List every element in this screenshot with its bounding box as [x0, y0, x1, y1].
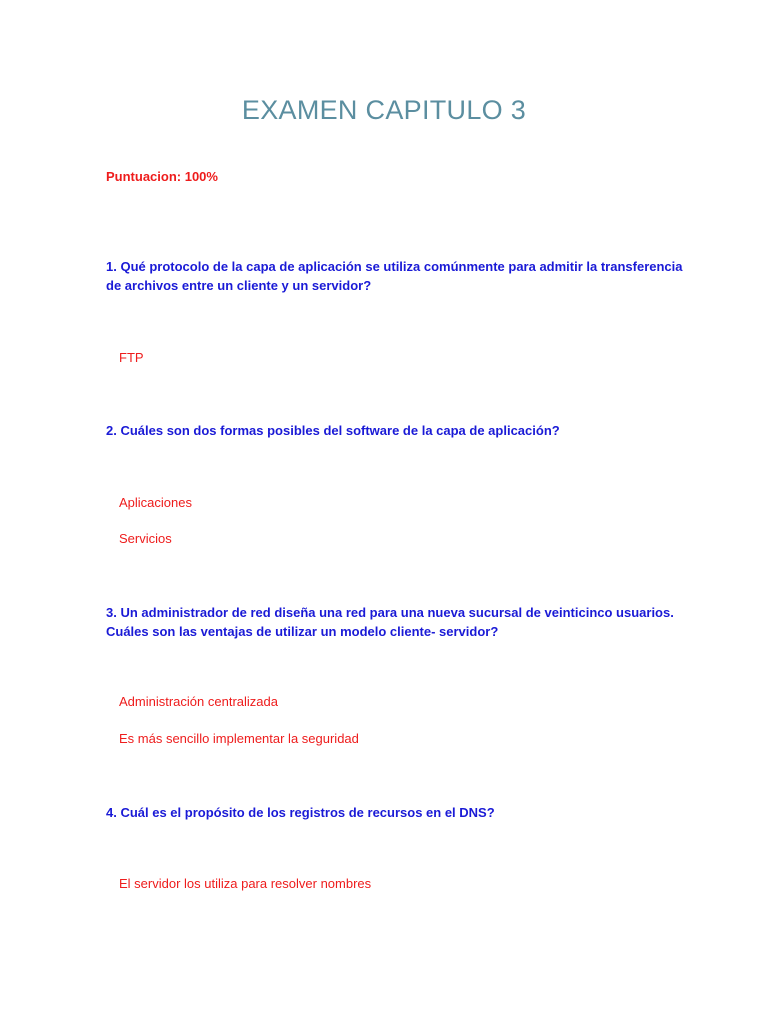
answer-3-2: Es más sencillo implementar la seguridad	[119, 731, 359, 746]
answer-3-1: Administración centralizada	[119, 694, 278, 709]
answer-2-1: Aplicaciones	[119, 495, 192, 510]
answer-1-1: FTP	[119, 350, 144, 365]
answer-2-2: Servicios	[119, 531, 172, 546]
answer-4-1: El servidor los utiliza para resolver nombres	[119, 876, 372, 891]
page-title: EXAMEN CAPITULO 3	[241, 95, 527, 125]
score-label: Puntuacion: 100%	[106, 169, 218, 184]
question-3: 3. Un administrador de red diseña una red para una nueva sucursal de veinticinco usuarios. Cuáles son las ventajas de utilizar un modelo cliente- servidor?	[106, 605, 674, 639]
question-4: 4. Cuál es el propósito de los registros de recursos en el DNS?	[106, 805, 495, 820]
question-2: 2. Cuáles son dos formas posibles del software de la capa de aplicación?	[106, 423, 560, 438]
question-1: 1. Qué protocolo de la capa de aplicación se utiliza comúnmente para admitir la transferencia de archivos entre un cliente y un servidor?	[106, 259, 683, 293]
